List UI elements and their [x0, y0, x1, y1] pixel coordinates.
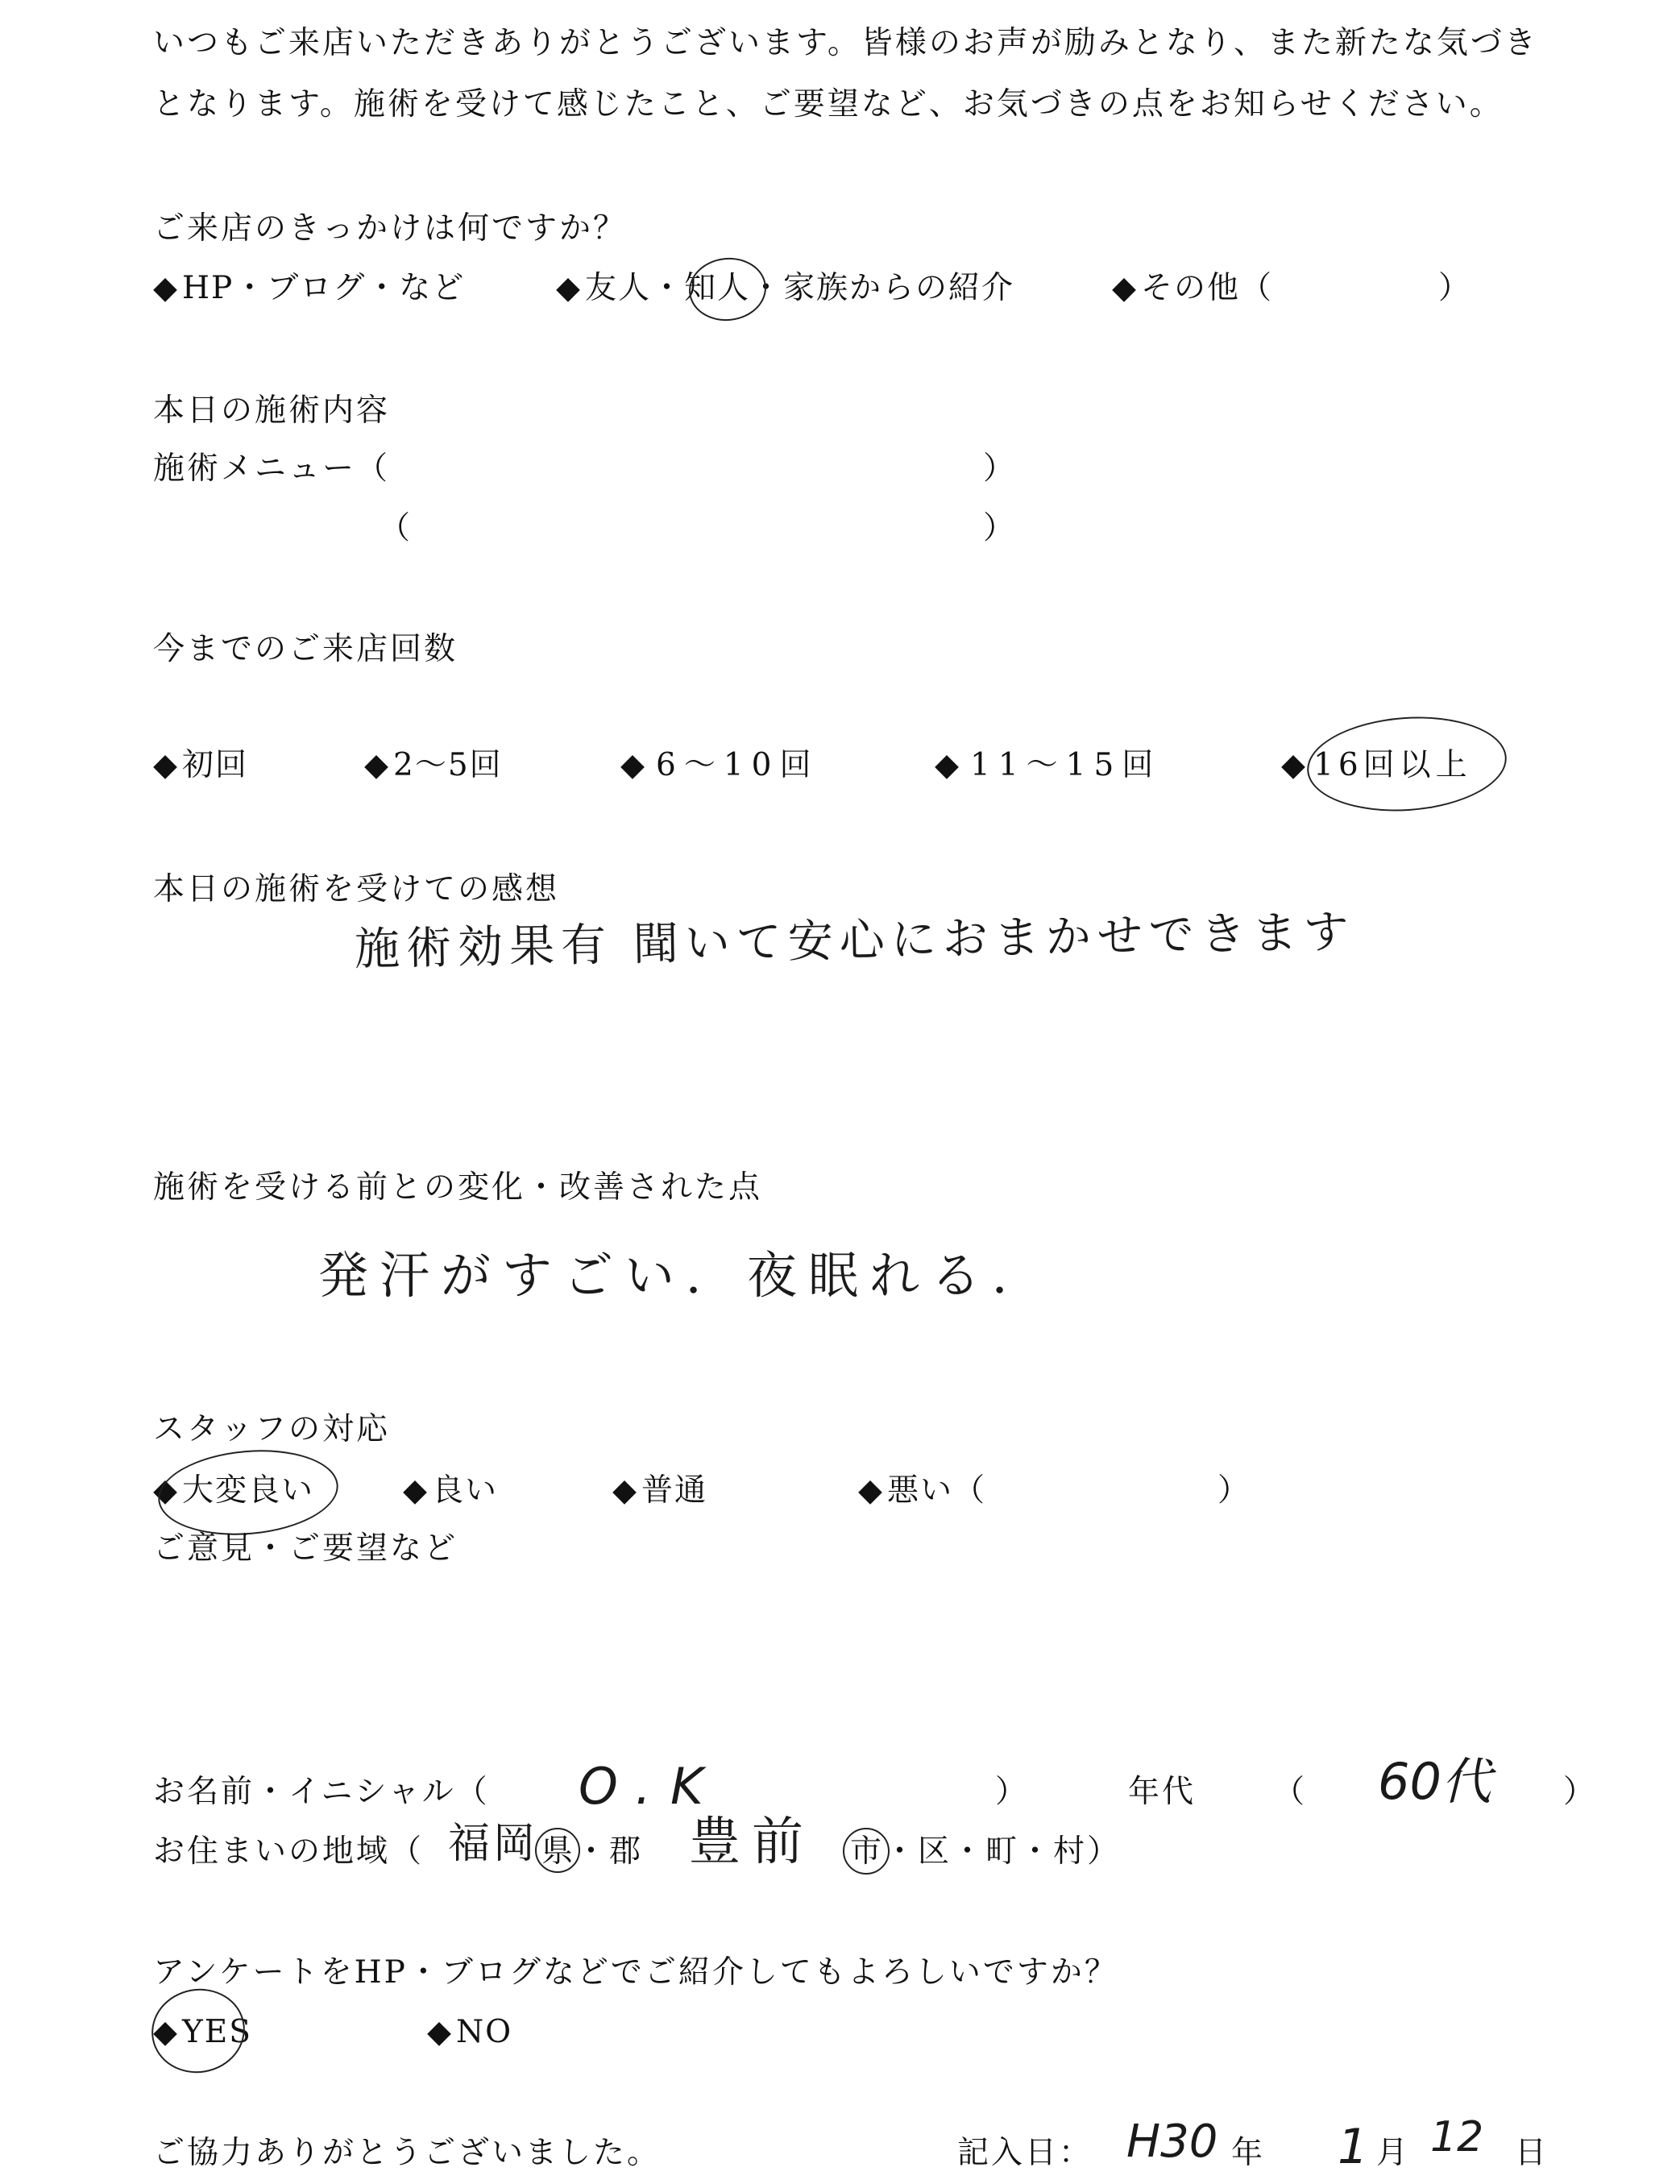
staff-option-bad[interactable]: ◆ 悪い（ ） [858, 1472, 1251, 1509]
diamond-icon: ◆ [1112, 270, 1138, 306]
footer-month-unit: 月 [1376, 2135, 1411, 2171]
staff-option-normal[interactable]: ◆ 普通 [612, 1472, 708, 1509]
address-label: お住まいの地域（ [153, 1833, 425, 1870]
trigger-option-referral[interactable]: ◆ 友人・知人・家族からの紹介 [556, 270, 1015, 306]
treatment-menu-open-2: （ [379, 510, 413, 546]
age-label: 年代 [1128, 1774, 1197, 1810]
trigger-option-hp[interactable]: ◆ HP・ブログ・など [153, 270, 466, 306]
staff-heading: スタッフの対応 [153, 1411, 391, 1447]
diamond-icon: ◆ [153, 270, 179, 306]
age-close: ） [1563, 1774, 1598, 1810]
staff-opinion-label: ご意見・ご要望など [153, 1530, 458, 1567]
footer-year-value: H30 [1126, 2115, 1218, 2168]
footer-thanks: ご協力ありがとうございました。 [153, 2135, 662, 2171]
staff-option-good[interactable]: ◆ 良い [403, 1472, 499, 1509]
hand-drawn-circle-yes [145, 1982, 251, 2081]
publish-option-no[interactable]: ◆ NO [427, 2014, 513, 2050]
age-open: （ [1273, 1774, 1308, 1810]
age-value: 60代 [1378, 1752, 1491, 1811]
treatment-menu-label: 施術メニュー（ [153, 451, 391, 487]
visits-heading: 今までのご来店回数 [153, 631, 458, 667]
diamond-icon: ◆ [364, 747, 390, 783]
treatment-menu-close-1: ） [983, 451, 1018, 487]
address-pref-label: 県・郡 [541, 1833, 644, 1870]
impression-heading: 本日の施術を受けての感想 [153, 871, 560, 907]
diamond-icon: ◆ [153, 747, 179, 783]
visits-option-11-15[interactable]: ◆ 11～15回 [935, 747, 1162, 783]
hand-drawn-circle-city [843, 1828, 890, 1875]
diamond-icon: ◆ [935, 747, 967, 783]
diamond-icon: ◆ [427, 2014, 453, 2050]
diamond-icon: ◆ [556, 270, 582, 306]
diamond-icon: ◆ [858, 1472, 884, 1509]
diamond-icon: ◆ [153, 1472, 179, 1509]
publish-question: アンケートをHP・ブログなどでご紹介してもよろしいですか？ [153, 1954, 1118, 1991]
footer-day-unit: 日 [1515, 2135, 1549, 2171]
treatment-heading: 本日の施術内容 [153, 392, 391, 429]
visits-option-2-5[interactable]: ◆ 2～5回 [364, 747, 503, 783]
diamond-icon: ◆ [403, 1472, 429, 1509]
trigger-question: ご来店のきっかけは何ですか？ [153, 210, 628, 247]
address-prefecture: 福岡 [448, 1820, 539, 1868]
address-city: 豊前 [689, 1812, 815, 1872]
hand-drawn-circle-prefecture [535, 1828, 580, 1873]
name-label: お名前・イニシャル（ [153, 1774, 490, 1810]
trigger-option-other[interactable]: ◆ その他（ ） [1112, 270, 1472, 306]
diamond-icon: ◆ [612, 1472, 638, 1509]
hand-drawn-circle-very-good [155, 1443, 342, 1542]
hand-drawn-circle-16-plus [1304, 710, 1509, 817]
change-handwritten: 発汗がすごい．夜眠れる． [318, 1246, 1054, 1305]
visits-option-first[interactable]: ◆ 初回 [153, 747, 249, 783]
diamond-icon: ◆ [1281, 747, 1310, 783]
diamond-icon: ◆ [620, 747, 653, 783]
diamond-icon: ◆ [153, 2014, 179, 2050]
name-value: O.K [579, 1757, 723, 1816]
footer-date-label: 記入日： [957, 2135, 1093, 2171]
staff-option-very-good[interactable]: ◆ 大変良い [153, 1472, 315, 1509]
change-heading: 施術を受ける前との変化・改善された点 [153, 1169, 763, 1206]
footer-month-value: 1 [1338, 2119, 1369, 2175]
publish-option-yes[interactable]: ◆ YES [153, 2014, 252, 2050]
footer-day-value: 12 [1430, 2113, 1484, 2161]
visits-option-6-10[interactable]: ◆ 6～10回 [620, 747, 819, 783]
footer-year-unit: 年 [1231, 2135, 1266, 2171]
hand-drawn-circle-chijin [686, 254, 769, 325]
impression-handwritten: 施術効果有 聞いて安心におまかせできます [354, 906, 1356, 976]
intro-line-1: いつもご来店いただきありがとうございます。皆様のお声が励みとなり、また新たな気づき [153, 25, 1538, 61]
address-city-label: 市・区・町・村） [850, 1833, 1122, 1870]
name-close: ） [995, 1774, 1030, 1810]
visits-option-16-plus[interactable]: ◆ 16回以上 [1281, 747, 1472, 783]
intro-line-2: となります。施術を受けて感じたこと、ご要望など、お気づきの点をお知らせください。 [153, 86, 1504, 122]
treatment-menu-close-2: ） [983, 510, 1018, 546]
